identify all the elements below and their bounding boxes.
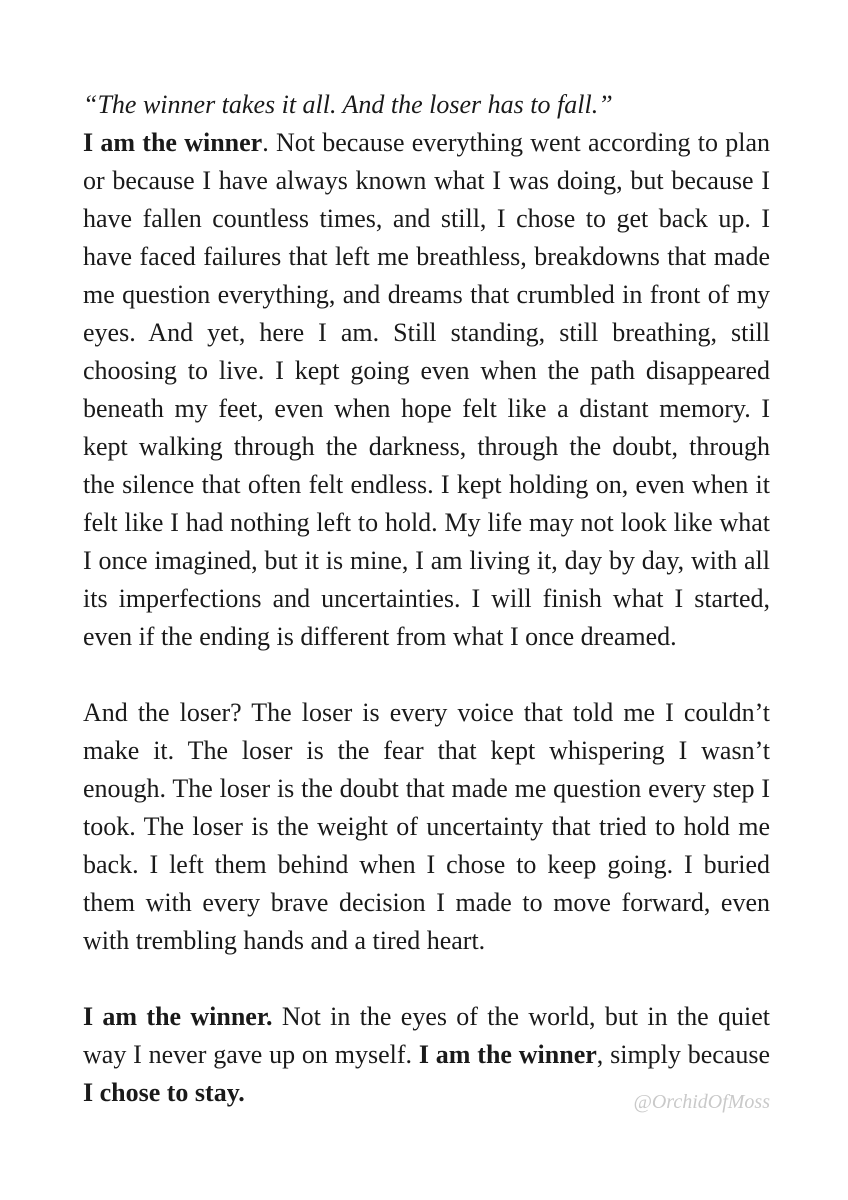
paragraph — [83, 124, 770, 656]
text-segment: And the loser? The loser is every voice that told me I couldn’t make it. The loser is the fear that kept whispering I wasn’t enough. The loser is the doubt that made me question every step I took. The loser is the weight of uncertainty that tried to hold me back. I left them behind when I chose to keep going. I buried them with every brave decision I made to move forward, even with trembling hands and a tired heart. — [83, 698, 770, 955]
paragraph — [83, 694, 770, 960]
text-segment: . Not because everything went according to plan or because I have always known what I was doing, but because I have fallen countless times, and still, I chose to get back up. I have faced failures that left me breathless, breakdowns that made me question everything, and dreams that crumbled in front of my eyes. And yet, here I am. Still standing, still breathing, still choosing to live. I kept going even when the path disappeared beneath my feet, even when hope felt like a distant memory. I kept walking through the darkness, through the doubt, through the silence that often felt endless. I kept holding on, even when it felt like I had nothing left to hold. My life may not look like what I once imagined, but it is mine, I am living it, day by day, with all its imperfections and uncertainties. I will finish what I started, even if the ending is different from what I once dreamed. — [83, 128, 771, 651]
bold-text-segment: I am the winner. — [83, 1002, 273, 1031]
watermark-credit: @OrchidOfMoss — [633, 1091, 770, 1113]
bold-text-segment: I am the winner — [418, 1040, 597, 1069]
opening-quote: “The winner takes it all. And the loser has to fall.” — [83, 90, 613, 119]
bold-text-segment: I am the winner — [83, 128, 263, 157]
text-segment: Not in the eyes of the world, but in the quiet way I never gave up on myself. — [83, 1002, 770, 1069]
text-segment: , simply because — [596, 1040, 771, 1069]
paragraphs — [83, 124, 770, 1112]
bold-text-segment: I chose to stay. — [83, 1078, 245, 1107]
